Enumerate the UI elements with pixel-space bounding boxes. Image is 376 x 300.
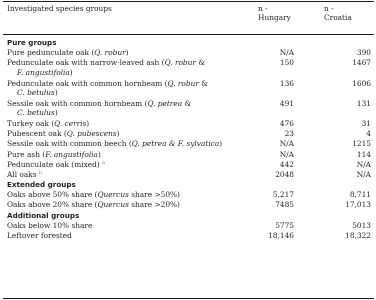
table-row [0,200,376,210]
table-row [0,231,376,241]
row-label: Pubescent oak (Q. pubescens) [7,129,120,139]
table-row [0,221,376,231]
section-pure-groups: Pure groups [7,38,57,47]
value-croatia: N/A [356,159,371,169]
row-label: Oaks above 20% share (Quercus share >20%) [7,200,180,210]
value-hungary: 18,146 [268,231,294,240]
value-croatia: 1215 [352,139,371,149]
table-row [0,129,376,139]
value-hungary: 476 [279,118,294,128]
value-croatia: 4 [366,129,371,139]
value-croatia: 131 [356,98,371,108]
table-row [0,190,376,200]
value-croatia: 31 [361,118,371,128]
table-row [0,58,376,78]
value-hungary: 5,217 [272,190,294,200]
value-croatia: 390 [356,48,371,58]
value-hungary: 7485 [275,200,294,210]
table-body [0,38,376,241]
table-row [0,150,376,160]
row-label: Sessile oak with common beech (Q. petrea & F. sylvatica) [7,139,223,149]
row-label: All oaks $^b$ [7,169,43,179]
value-hungary: 5775 [275,220,294,230]
header-croatia: n - Croatia [324,4,352,23]
header-hungary: n - Hungary [258,4,291,23]
row-label: Sessile oak with common hornbeam (Q. petrea & C. betulus) [7,98,192,118]
footnote-marker[interactable]: b [38,169,43,176]
table-row [0,139,376,149]
value-hungary: N/A [279,139,294,149]
row-label: Turkey oak (Q. cerris) [7,118,90,128]
row-label: Pedunculate oak (mixed) $^a$ [7,159,106,169]
row-label: Leftover forested [7,231,72,240]
value-hungary: 136 [279,78,294,88]
value-croatia: 5013 [352,220,371,230]
value-croatia: 17,013 [345,200,371,210]
header-label: Investigated species groups [7,4,112,13]
section-extended-groups: Extended groups [7,180,76,190]
value-hungary: 2048 [275,169,294,179]
value-hungary: 23 [284,129,294,139]
value-hungary: N/A [279,149,294,159]
section-additional-groups: Additional groups [7,210,80,220]
row-label: Oaks below 10% share [7,220,93,230]
footnote-marker[interactable]: a [102,159,106,166]
row-label: Pure pedunculate oak (Q. robur) [7,48,129,58]
value-hungary: 491 [279,98,294,108]
table-row [0,170,376,180]
value-croatia: 8,711 [349,190,371,200]
table-row [0,48,376,58]
value-croatia: 18,322 [345,231,371,240]
header-rule [3,34,374,35]
table-row [0,79,376,99]
value-croatia: N/A [356,169,371,179]
table-bottom-rule [3,298,374,299]
row-label: Pure ash (F. angustifolia) [7,149,101,159]
value-croatia: 1467 [352,58,371,68]
row-label: Pedunculate oak with common hornbeam (Q. robur & C. betulus) [7,78,208,97]
table-row [0,160,376,170]
table-row [0,99,376,119]
value-hungary: 442 [279,159,294,169]
table-row [0,119,376,129]
row-label: Oaks above 50% share (Quercus share >50%) [7,190,180,200]
value-croatia: 1606 [352,78,371,88]
value-croatia: 114 [356,149,371,159]
table-top-rule [3,1,374,2]
value-hungary: 150 [279,58,294,68]
value-hungary: N/A [279,48,294,58]
row-label: Pedunculate oak with narrow-leaved ash (Q. robur & F. angustifolia) [7,58,205,77]
